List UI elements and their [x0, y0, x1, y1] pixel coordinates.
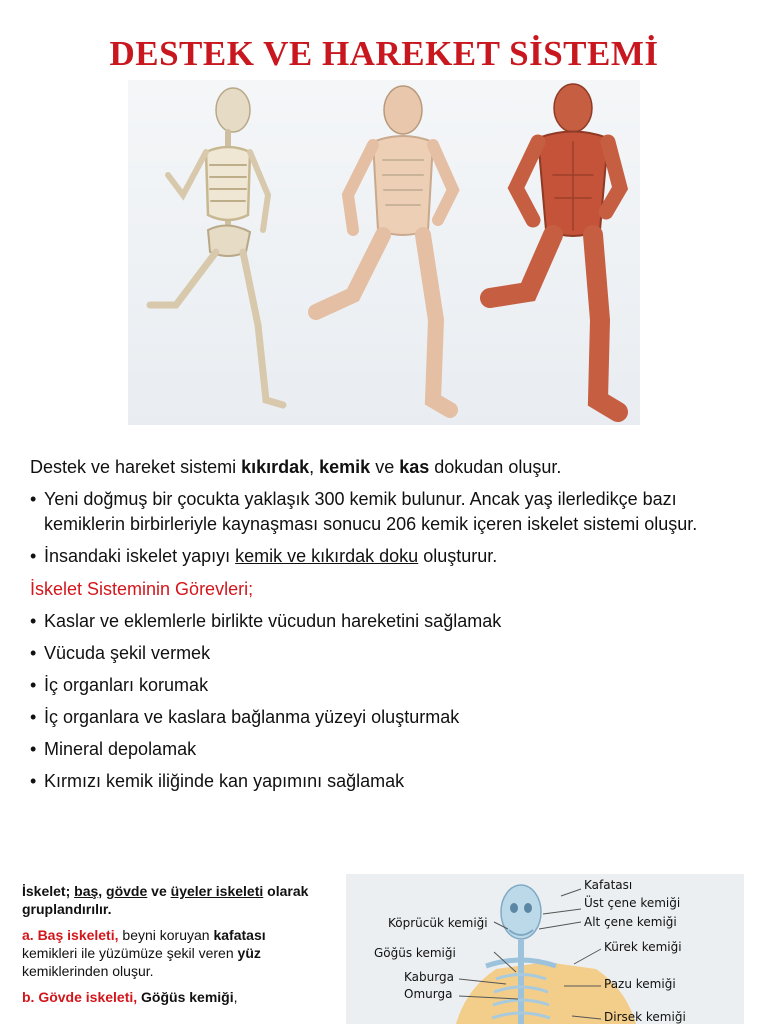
list-item: • Kaslar ve eklemlerle birlikte vücudun hareketini sağlamak [30, 609, 750, 634]
info-list [30, 487, 750, 569]
intro-paragraph: Destek ve hareket sistemi kıkırdak, kemik ve kas dokudan oluşur. [30, 457, 562, 477]
list-item-structure: • İnsandaki iskelet yapıyı kemik ve kıkırdak doku oluşturur. [30, 544, 750, 569]
label-gogus: Göğüs kemiği [374, 946, 456, 960]
label-kaburga: Kaburga [404, 970, 454, 984]
hero-image [128, 80, 640, 425]
label-pazu: Pazu kemiği [604, 977, 676, 991]
list-item: • İç organları korumak [30, 673, 750, 698]
semi-transparent-body-figure-icon [316, 86, 453, 410]
label-kurek: Kürek kemiği [604, 940, 682, 954]
label-dirsek: Dirsek kemiği [604, 1010, 686, 1024]
functions-list [30, 609, 750, 794]
muscle-figure-icon [490, 84, 620, 412]
label-omurga: Omurga [404, 987, 453, 1001]
main-text [30, 455, 750, 794]
list-item: • İç organlara ve kaslara bağlanma yüzeyi oluşturmak [30, 705, 750, 730]
label-ust-cene: Üst çene kemiği [584, 896, 681, 910]
label-kopruculuk: Köprücük kemiği [388, 916, 488, 930]
page-title: DESTEK VE HAREKET SİSTEMİ [109, 34, 659, 73]
head-skeleton-paragraph: a. Baş iskeleti, beyni koruyan kafatası kemikleri ile yüzümüze şekil veren yüz kemiklerinden oluşur. [22, 927, 266, 979]
label-kafatasi: Kafatası [584, 878, 633, 892]
list-item: • Kırmızı kemik iliğinde kan yapımını sağlamak [30, 769, 750, 794]
list-item: • Vücuda şekil vermek [30, 641, 750, 666]
list-item: • Mineral depolamak [30, 737, 750, 762]
trunk-skeleton-paragraph: b. Gövde iskeleti, Göğüs kemiği, [22, 989, 238, 1005]
classification-paragraph: İskelet; baş, gövde ve üyeler iskeleti olarak gruplandırılır. [22, 883, 309, 917]
skeleton-figure-icon [150, 88, 283, 405]
classification-text [22, 882, 322, 1006]
list-item-bone-count: • Yeni doğmuş bir çocukta yaklaşık 300 kemik bulunur. Ancak yaş ilerledikçe bazı kemiklerin birbirleriyle kaynaşması sonucu 206 kemik içeren iskelet sistemi oluşur. [30, 487, 750, 537]
running-figures-illustration [128, 80, 640, 425]
label-alt-cene: Alt çene kemiği [584, 915, 677, 929]
skeleton-diagram [346, 874, 744, 1024]
functions-heading: İskelet Sisteminin Görevleri; [30, 579, 254, 599]
